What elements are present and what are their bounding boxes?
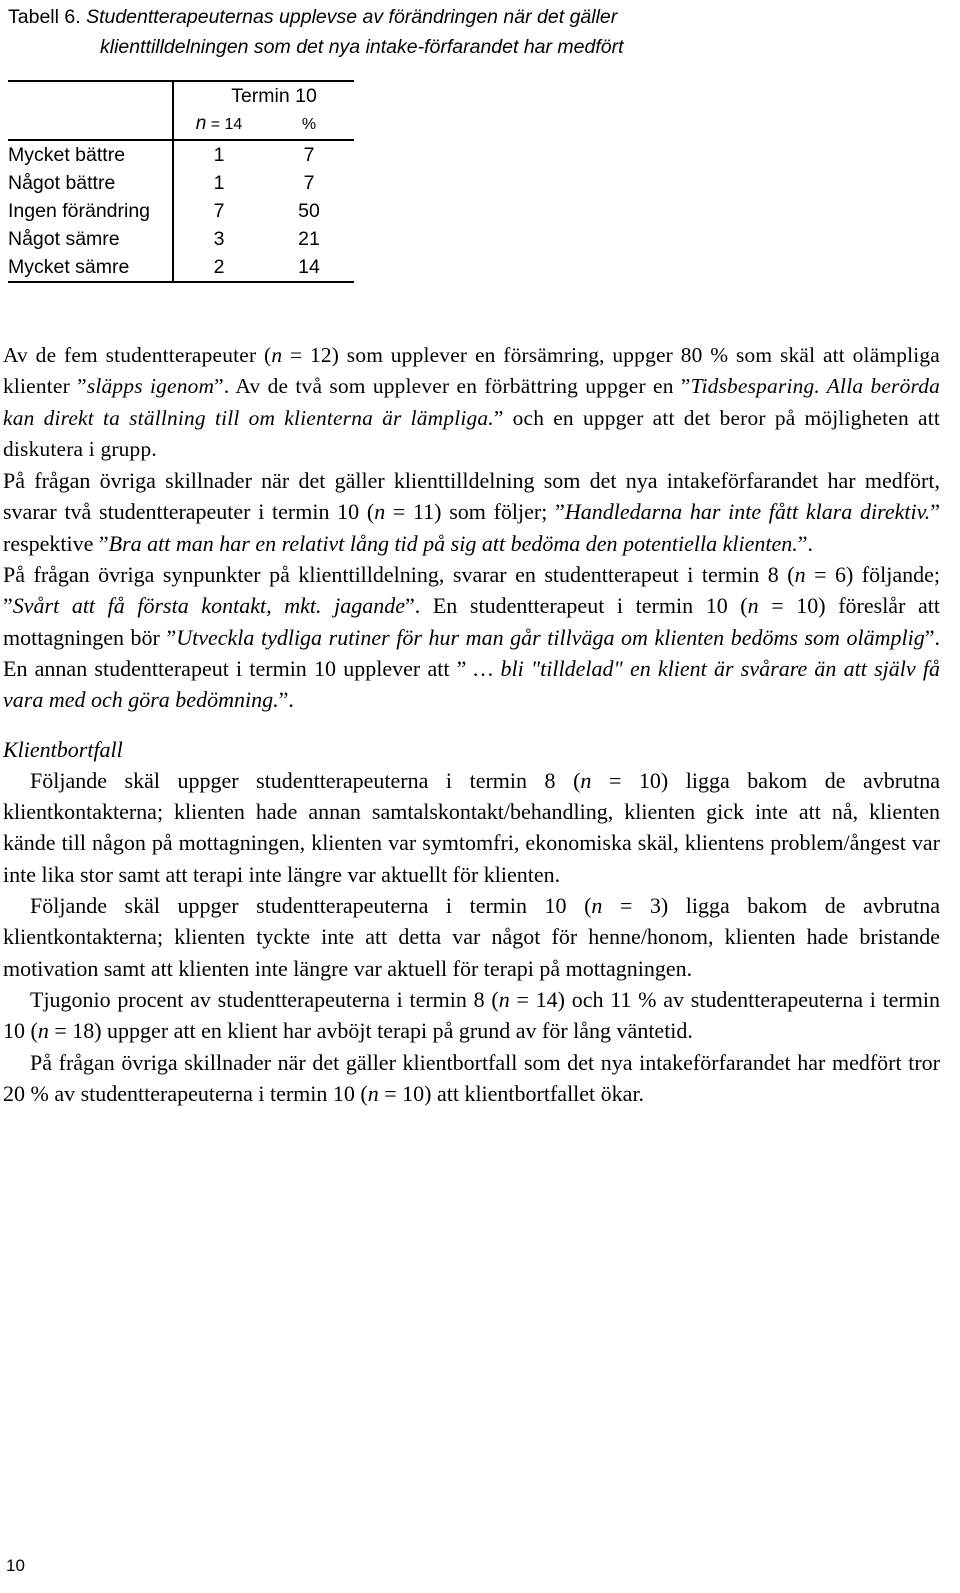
paragraph-4: Följande skäl uppger studentterapeuterna i termin 8 (n = 10) ligga bakom de avbrutna klientkontakterna; klienten hade annan samtalskontakt/behandling, klienten gick inte att nå, klienten kände till någon på mottagningen, klienten var symtomfri, ekonomiska skäl, klientens problem/ångest var inte lika stor samt att terapi inte längre var aktuellt för klienten. bbox=[3, 767, 940, 887]
paragraph-1: Av de fem studentterapeuter (n = 12) som upplever en försämring, uppger 80 % som skäl att olämpliga klienter ”släpps igenom”. Av de två som upplever en förbättring uppger en ”Tidsbesparing. Alla berörda kan direkt ta ställning till om klienterna är lämpliga.” och en uppger att det beror på möjligheten att diskutera i grupp. bbox=[3, 343, 940, 461]
table-row: Mycket bättre 1 7 bbox=[8, 140, 354, 169]
table-row: Mycket sämre 2 14 bbox=[8, 253, 354, 282]
table-row: Något sämre 3 21 bbox=[8, 225, 354, 253]
results-table bbox=[8, 80, 354, 283]
n-label: n bbox=[195, 113, 207, 134]
term-header: Termin 10 bbox=[173, 81, 354, 110]
section-heading: Klientbortfall bbox=[3, 736, 123, 762]
table-corner-cell bbox=[8, 81, 173, 110]
paragraph-7: På frågan övriga skillnader när det gäller klientbortfall som det nya intakeförfarandet har medfört tror 20 % av studentterapeuterna i termin 10 (n = 10) att klientbortfallet ökar. bbox=[3, 1049, 940, 1106]
table-row: Ingen förändring 7 50 bbox=[8, 197, 354, 225]
caption-title-line2: klienttilldelningen som det nya intake-förfarandet har medfört bbox=[100, 36, 624, 58]
caption-label: Tabell 6. bbox=[8, 6, 81, 28]
paragraph-5: Följande skäl uppger studentterapeuterna i termin 10 (n = 3) ligga bakom de avbrutna klientkontakterna; klienten tyckte inte att detta var något för henne/honom, klienten hade bristande motivation samt att klienten inte längre var aktuell för terapi på mottagningen. bbox=[3, 893, 940, 981]
percent-label: % bbox=[264, 110, 354, 140]
paragraph-2: På frågan övriga skillnader när det gäller klienttilldelning som det nya intakeförfarandet har medfört, svarar två studentterapeuter i termin 10 (n = 11) som följer; ”Handledarna har inte fått klara direktiv.” respektive ”Bra att man har en relativt lång tid på sig att bedöma den potentiella klienten.”. bbox=[3, 468, 940, 556]
paragraph-3: På frågan övriga synpunkter på klienttilldelning, svarar en studentterapeut i termin 8 (n = 6) följande; ”Svårt att få första kontakt, mkt. jagande”. En studentterapeut i termin 10 (n = 10) föreslår att mottagningen bör ”Utveckla tydliga rutiner för hur man går tillväga om klienten bedöms som olämplig”. En annan studentterapeut i termin 10 upplever att ” … bli "tilldelad" en klient är svårare än att själv få vara med och göra bedömning.”. bbox=[3, 562, 941, 713]
page-number: 10 bbox=[6, 1556, 25, 1575]
body-text bbox=[3, 340, 940, 1109]
table-row: Något bättre 1 7 bbox=[8, 169, 354, 197]
paragraph-6: Tjugonio procent av studentterapeuterna i termin 8 (n = 14) och 11 % av studentterapeuterna i termin 10 (n = 18) uppger att en klient har avböjt terapi på grund av för lång väntetid. bbox=[3, 986, 940, 1044]
n-value: = 14 bbox=[206, 116, 243, 133]
table-caption bbox=[8, 2, 908, 62]
caption-title-line1: Studentterapeuternas upplevse av förändringen när det gäller bbox=[86, 6, 618, 28]
